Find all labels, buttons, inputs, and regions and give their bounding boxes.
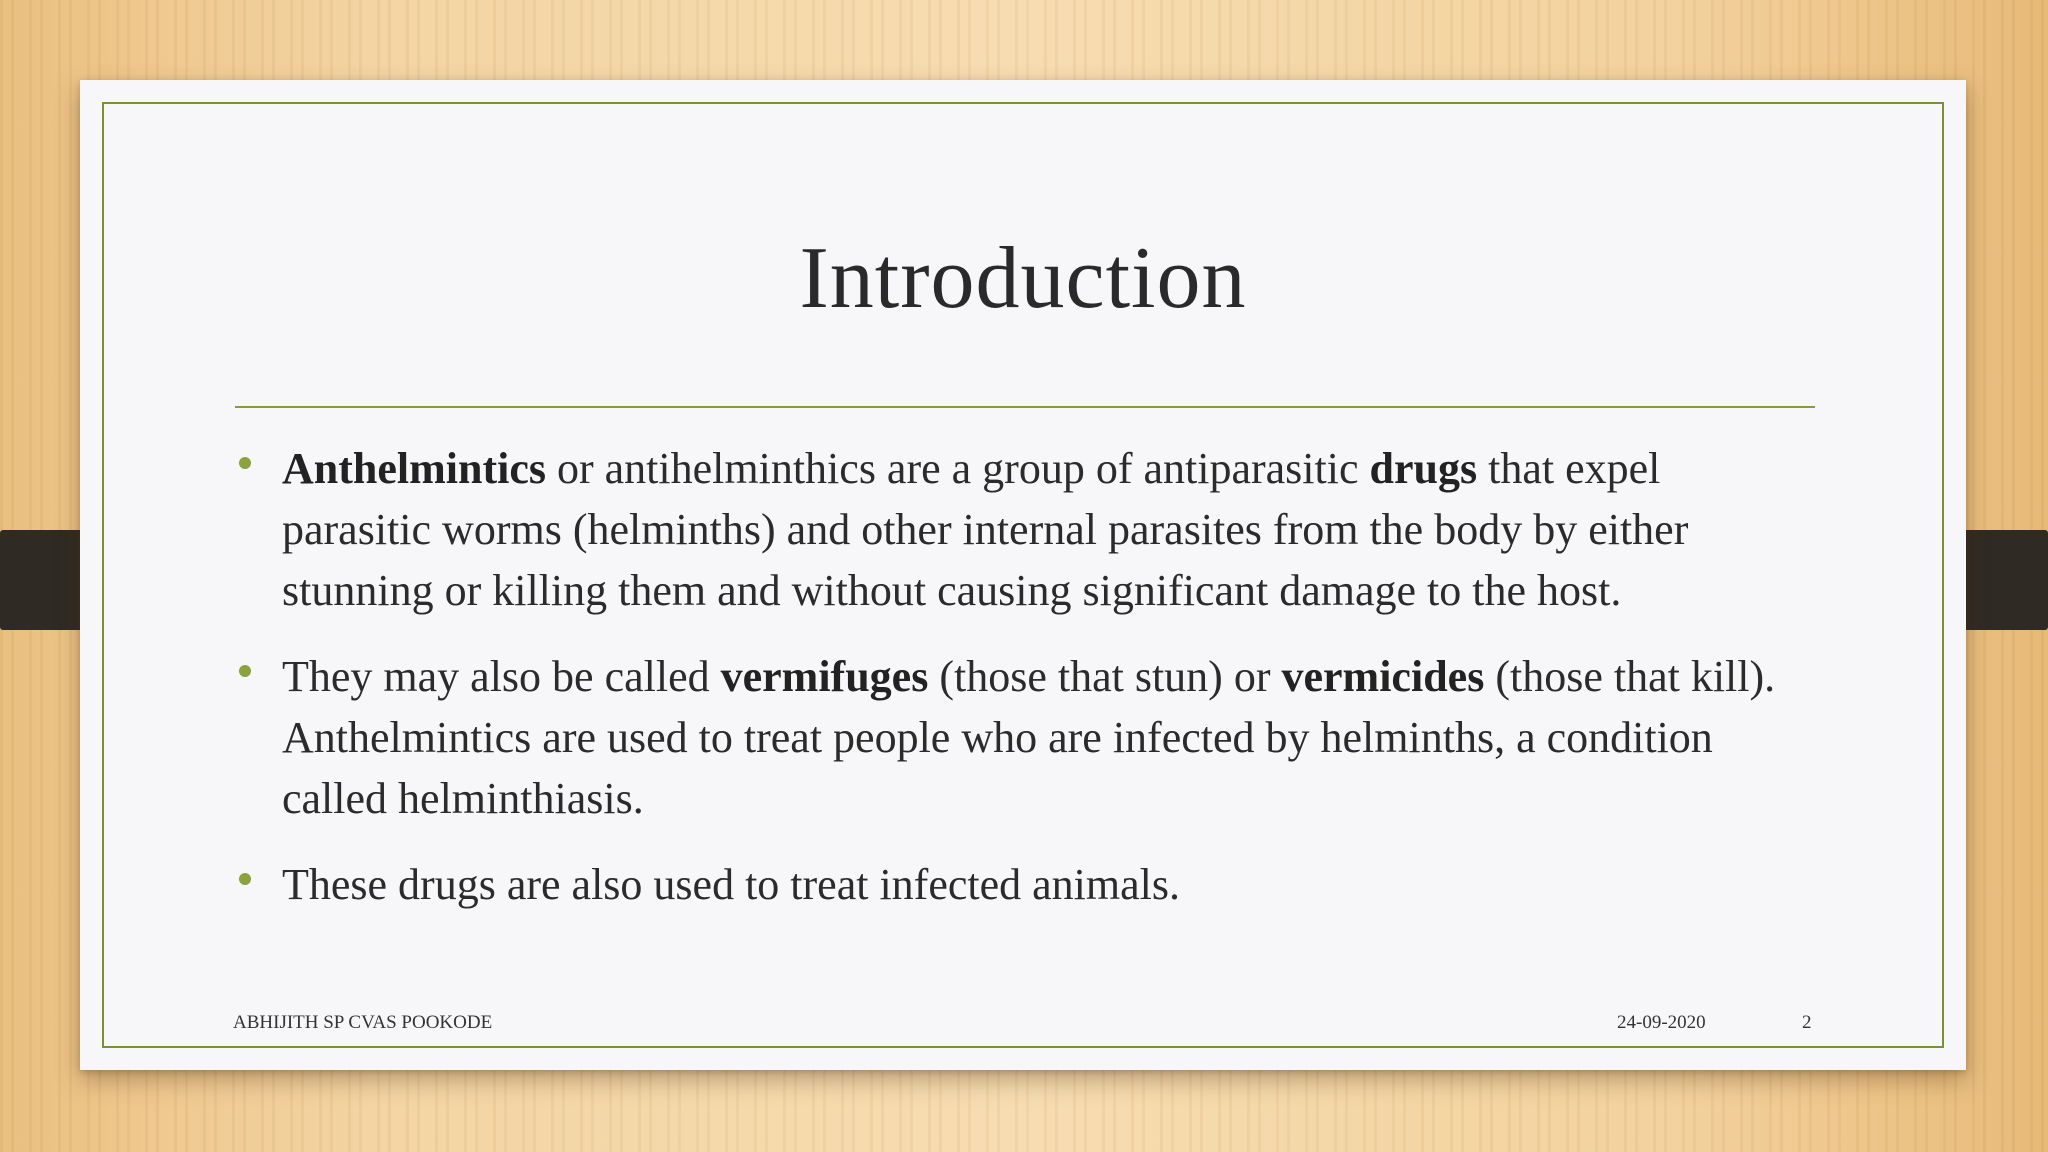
footer-page-number: 2 [1802, 1012, 1812, 1033]
bullet-dot-icon [239, 873, 251, 885]
bullet-dot-icon [239, 665, 251, 677]
bullet-term: drugs [1369, 444, 1478, 493]
title-divider [235, 406, 1815, 408]
footer-author: ABHIJITH SP CVAS POOKODE [233, 1012, 493, 1033]
bullet-text: or antihelminthics are a group of antiparasitic [546, 444, 1370, 493]
bullet-text: (those that kill). Anthelmintics are used to treat people who are infected by helminths, a condition called helminthiasis. [282, 652, 1776, 823]
bullet-text: These drugs are also used to treat infected animals. [282, 860, 1181, 909]
bullet-term: Anthelmintics [282, 444, 546, 493]
slide-title: Introduction [799, 230, 1247, 327]
bullet-term: vermifuges [720, 652, 929, 701]
bullet-list [237, 438, 1797, 940]
bullet-text: (those that stun) or [928, 652, 1282, 701]
slide [80, 80, 1966, 1070]
bullet-text: They may also be called [282, 652, 721, 701]
bullet-text: that expel parasitic worms (helminths) and other internal parasites from the body by either stunning or killing them and without causing significant damage to the host. [282, 444, 1689, 615]
bullet-term: vermicides [1281, 652, 1485, 701]
bullet-item-3 [237, 854, 1797, 915]
footer-date: 24-09-2020 [1617, 1012, 1706, 1033]
bullet-item-1 [237, 438, 1797, 621]
bullet-dot-icon [239, 457, 251, 469]
bullet-item-2 [237, 646, 1797, 829]
